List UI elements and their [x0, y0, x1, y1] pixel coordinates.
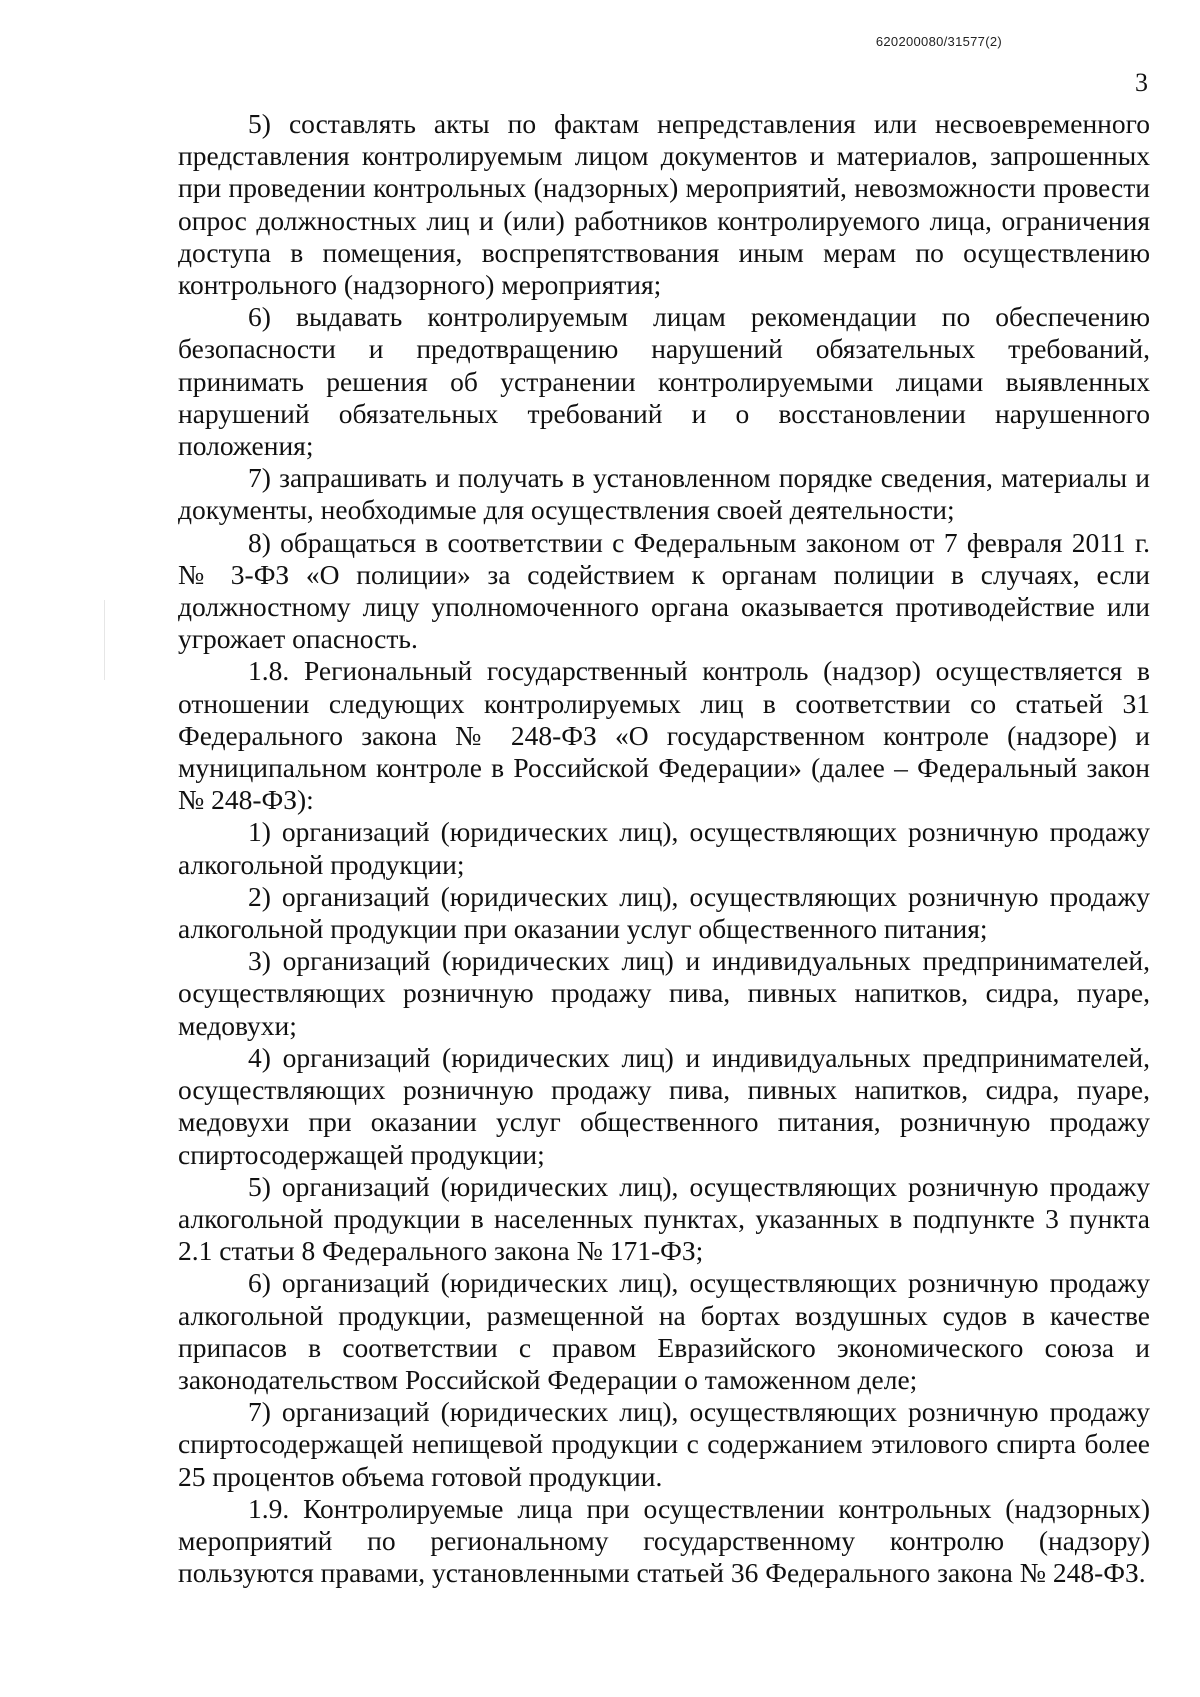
paragraph-item-8-police: 8) обращаться в соответствии с Федеральным законом от 7 февраля 2011 г. № 3-ФЗ «О полиции» за содействием к органам полиции в случаях, если должностному лицу уполномоченного органа оказывается противодействие или угрожает опасность. — [178, 526, 1150, 655]
paragraph-item-7-request-info: 7) запрашивать и получать в установленном порядке сведения, материалы и документы, необходимые для осуществления своей деятельности; — [178, 462, 1150, 526]
scan-margin-mark — [104, 600, 105, 680]
document-body — [178, 108, 1150, 1589]
paragraph-entity-1: 1) организаций (юридических лиц), осуществляющих розничную продажу алкогольной продукции; — [178, 816, 1150, 880]
paragraph-entity-4: 4) организаций (юридических лиц) и индивидуальных предпринимателей, осуществляющих розничную продажу пива, пивных напитков, сидра, пуаре, медовухи при оказании услуг общественного питания, розничную продажу спиртосодержащей продукции; — [178, 1041, 1150, 1170]
paragraph-section-1-9: 1.9. Контролируемые лица при осуществлении контрольных (надзорных) мероприятий по региональному государственному контролю (надзору) пользуются правами, установленными статьей 36 Федерального закона № 248-ФЗ. — [178, 1492, 1150, 1589]
paragraph-entity-5: 5) организаций (юридических лиц), осуществляющих розничную продажу алкогольной продукции в населенных пунктах, указанных в подпункте 3 пункта 2.1 статьи 8 Федерального закона № 171-ФЗ; — [178, 1170, 1150, 1267]
paragraph-item-6-recommendations: 6) выдавать контролируемым лицам рекомендации по обеспечению безопасности и предотвращению нарушений обязательных требований, принимать решения об устранении контролируемыми лицами выявленных нарушений обязательных требований и о восстановлении нарушенного положения; — [178, 301, 1150, 462]
paragraph-entity-2: 2) организаций (юридических лиц), осуществляющих розничную продажу алкогольной продукции при оказании услуг общественного питания; — [178, 880, 1150, 945]
paragraph-entity-3: 3) организаций (юридических лиц) и индивидуальных предпринимателей, осуществляющих розничную продажу пива, пивных напитков, сидра, пуаре, медовухи; — [178, 945, 1150, 1041]
page-number: 3 — [1135, 68, 1148, 97]
paragraph-entity-7: 7) организаций (юридических лиц), осуществляющих розничную продажу спиртосодержащей непищевой продукции с содержанием этилового спирта более 25 процентов объема готовой продукции. — [178, 1396, 1150, 1492]
paragraph-item-5-acts: 5) составлять акты по фактам непредставления или несвоевременного представления контролируемым лицом документов и материалов, запрошенных при проведении контрольных (надзорных) мероприятий, невозможности провести опрос должностных лиц и (или) работников контролируемого лица, ограничения доступа в помещения, воспрепятствования иным мерам по осуществлению контрольного (надзорного) мероприятия; — [178, 108, 1150, 301]
paragraph-entity-6: 6) организаций (юридических лиц), осуществляющих розничную продажу алкогольной продукции, размещенной на бортах воздушных судов в качестве припасов в соответствии с правом Евразийского экономического союза и законодательством Российской Федерации о таможенном деле; — [178, 1267, 1150, 1395]
paragraph-section-1-8: 1.8. Региональный государственный контроль (надзор) осуществляется в отношении следующих контролируемых лиц в соответствии со статьей 31 Федерального закона № 248-ФЗ «О государственном контроле (надзоре) и муниципальном контроле в Российской Федерации» (далее – Федеральный закон № 248-ФЗ): — [178, 655, 1150, 816]
document-id: 620200080/31577(2) — [875, 34, 1002, 49]
